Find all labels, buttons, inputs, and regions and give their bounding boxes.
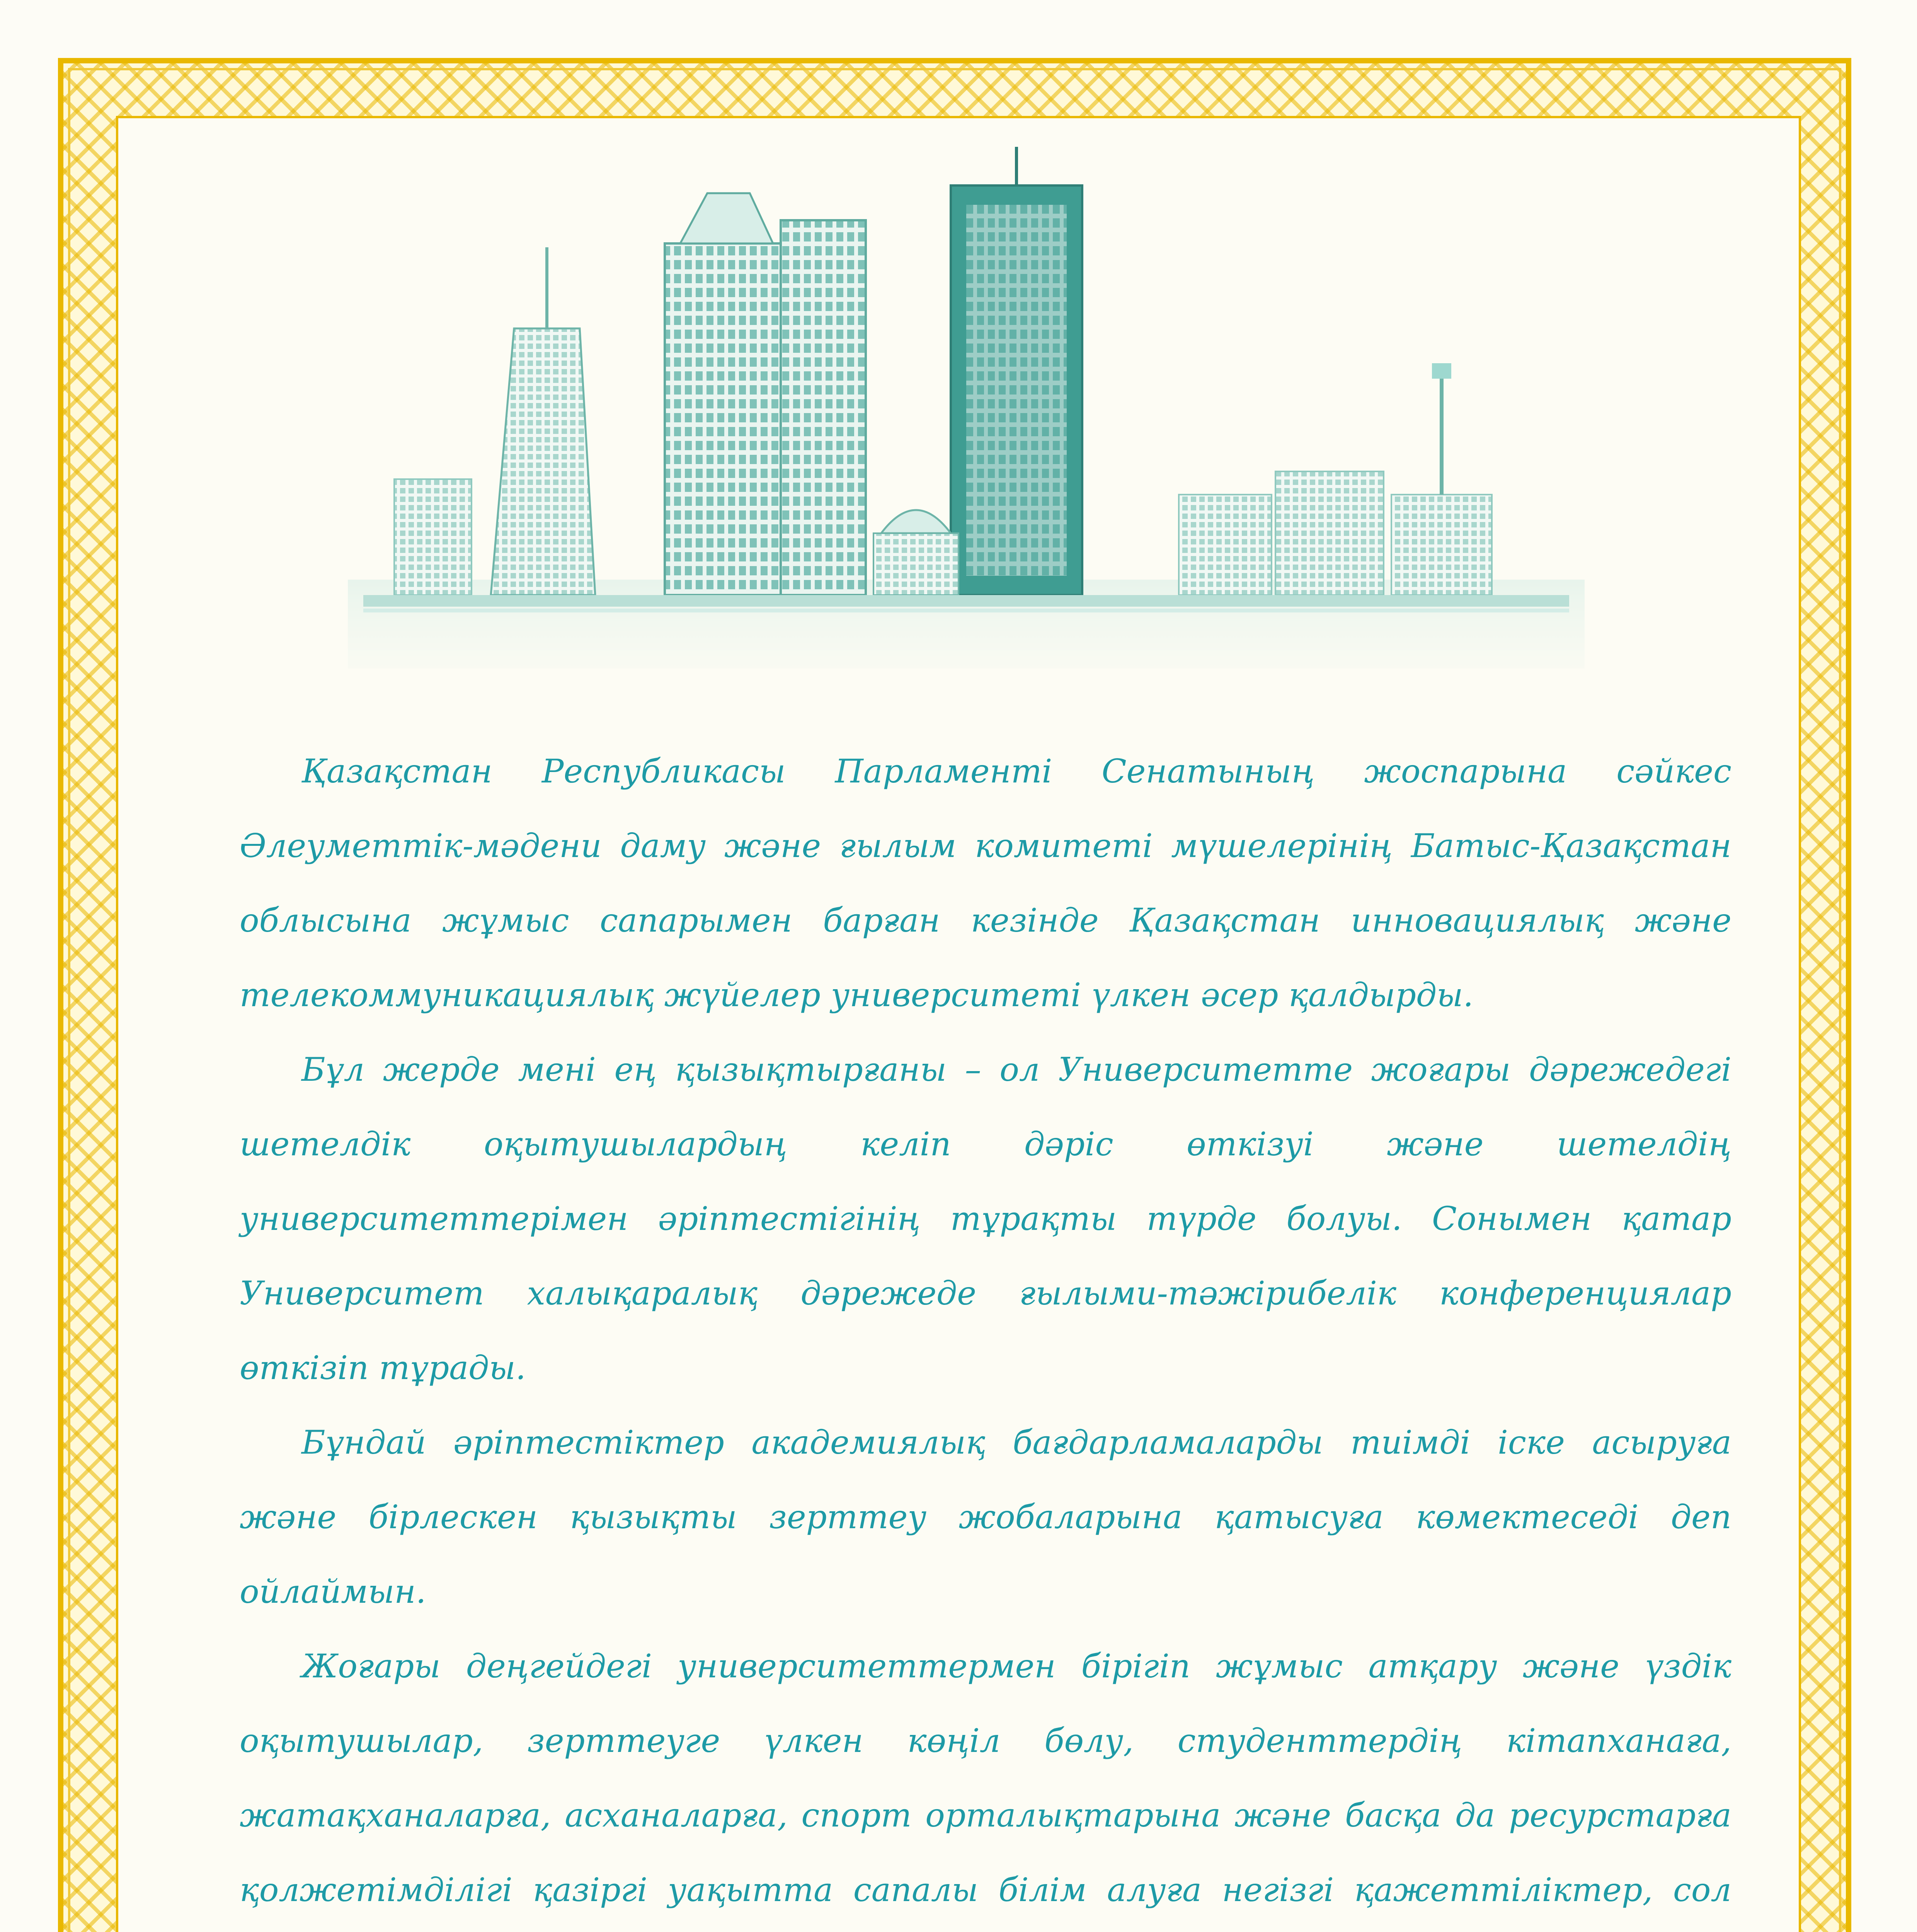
paragraph-1: Қазақстан Республикасы Парламенті Сенатының жоспарына сәйкес Әлеуметтік-мәдени даму және ғылым комитеті мүшелерінің Батыс-Қазақстан облысына жұмыс сапарымен барған кезінде Қазақстан инновациялық және телекоммуникациялық жүйелер университеті үлкен әсер қалдырды. xyxy=(240,752,1731,1014)
paragraph-3: Бұндай әріптестіктер академиялық бағдарламаларды тиімді іске асыруға және бірлескен қызықты зерттеу жобаларына қатысуға көмектеседі деп ойлаймын. xyxy=(240,1423,1731,1611)
letter-body xyxy=(240,734,1731,1932)
paragraph-2: Бұл жерде мені ең қызықтырғаны – ол Университетте жоғары дәрежедегі шетелдік оқытушылардың келіп дәріс өткізуі және шетелдің университеттерімен әріптестігінің тұрақты түрде болуы. Сонымен қатар Университет халықаралық дәрежеде ғылыми-тәжірибелік конференциялар өткізіп тұрады. xyxy=(240,1051,1731,1387)
paragraph-4: Жоғары деңгейдегі университеттермен бірігіп жұмыс атқару және үздік оқытушылар, зерттеуге үлкен көңіл бөлу, студенттердің кітапханаға, жатақханаларға, асханаларға, спорт орталықтарына және басқа да ресурстарға қолжетімділігі қазіргі уақытта сапалы білім алуға негізгі қажеттіліктер, сол xyxy=(240,1647,1731,1909)
city-skyline-illustration xyxy=(348,147,1585,668)
